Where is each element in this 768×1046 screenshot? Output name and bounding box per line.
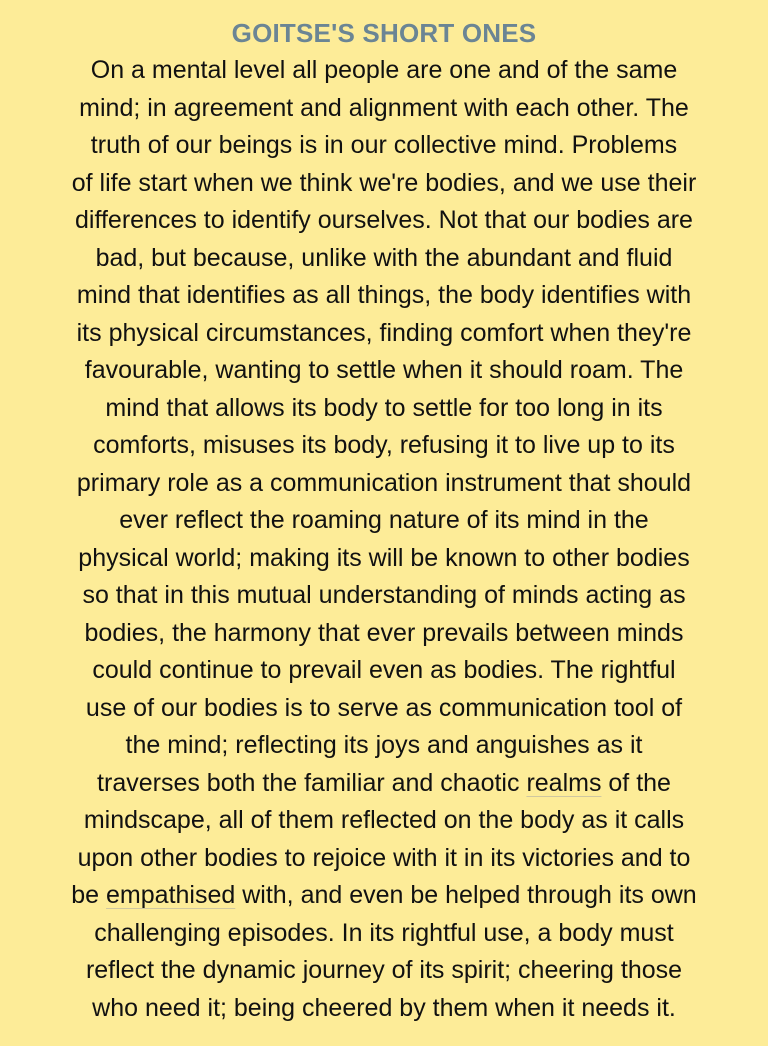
text-line — [14, 240, 754, 278]
text-line — [14, 915, 754, 953]
text-segment: On a mental level all people are one and of the same — [90, 56, 678, 84]
text-line — [14, 765, 754, 803]
text-segment: be — [71, 881, 107, 909]
text-segment: challenging episodes. In its rightful use, a body must — [94, 918, 674, 947]
text-line — [14, 502, 754, 540]
text-segment: its physical circumstances, finding comfort when they're — [76, 318, 692, 347]
text-line — [14, 577, 754, 615]
text-segment: mind that identifies as all things, the body identifies with — [76, 281, 692, 309]
text-segment: primary role as a communication instrument that should — [76, 468, 692, 497]
text-segment: differences to identify ourselves. Not that our bodies are — [75, 206, 693, 234]
text-line — [14, 652, 754, 690]
text-segment: the mind; reflecting its joys and anguishes as it — [125, 731, 643, 759]
text-line — [14, 990, 754, 1028]
text-line — [14, 615, 754, 653]
page-title: GOITSE'S SHORT ONES — [231, 18, 537, 48]
text-line — [14, 165, 754, 203]
text-segment: who need it; being cheered by them when it needs it. — [92, 993, 676, 1022]
text-segment: favourable, wanting to settle when it should roam. The — [84, 356, 684, 384]
text-segment: physical world; making its will be known to other bodies — [78, 543, 690, 572]
text-segment: mind that allows its body to settle for too long in its — [105, 393, 663, 422]
text-line — [14, 840, 754, 878]
text-line — [14, 315, 754, 353]
text-segment: of the — [601, 768, 671, 797]
text-segment: mind; in agreement and alignment with each other. The — [79, 93, 689, 122]
text-segment: bodies, the harmony that ever prevails between minds — [84, 618, 684, 647]
text-line — [14, 727, 754, 765]
text-line — [14, 952, 754, 990]
text-segment: with, and even be helped through its own — [235, 881, 697, 909]
text-segment: truth of our beings is in our collective mind. Problems — [90, 131, 678, 159]
text-segment: mindscape, all of them reflected on the body as it calls — [83, 806, 685, 834]
text-segment: so that in this mutual understanding of minds acting as — [82, 581, 686, 609]
text-segment: upon other bodies to rejoice with it in its victories and to — [77, 843, 691, 872]
text-line — [14, 877, 754, 915]
text-line — [14, 352, 754, 390]
text-line — [14, 52, 754, 90]
text-line — [14, 127, 754, 165]
text-segment: bad, but because, unlike with the abundant and fluid — [95, 243, 673, 272]
text-line — [14, 277, 754, 315]
text-line — [14, 802, 754, 840]
text-line — [14, 540, 754, 578]
underlined-word: empathised — [106, 881, 236, 909]
body-paragraph — [14, 52, 754, 1027]
text-line — [14, 465, 754, 503]
text-line — [14, 690, 754, 728]
text-segment: ever reflect the roaming nature of its mind in the — [119, 506, 649, 534]
text-segment: reflect the dynamic journey of its spirit; cheering those — [85, 956, 683, 984]
underlined-word: realms — [526, 768, 602, 797]
text-segment: traverses both the familiar and chaotic — [97, 768, 527, 797]
text-line — [14, 90, 754, 128]
text-segment: comforts, misuses its body, refusing it to live up to its — [93, 431, 675, 459]
text-segment: could continue to prevail even as bodies. The rightful — [92, 656, 676, 684]
text-line — [14, 390, 754, 428]
text-segment: of life start when we think we're bodies, and we use their — [71, 168, 697, 197]
text-line — [14, 202, 754, 240]
text-line — [14, 427, 754, 465]
text-segment: use of our bodies is to serve as communication tool of — [85, 693, 683, 722]
